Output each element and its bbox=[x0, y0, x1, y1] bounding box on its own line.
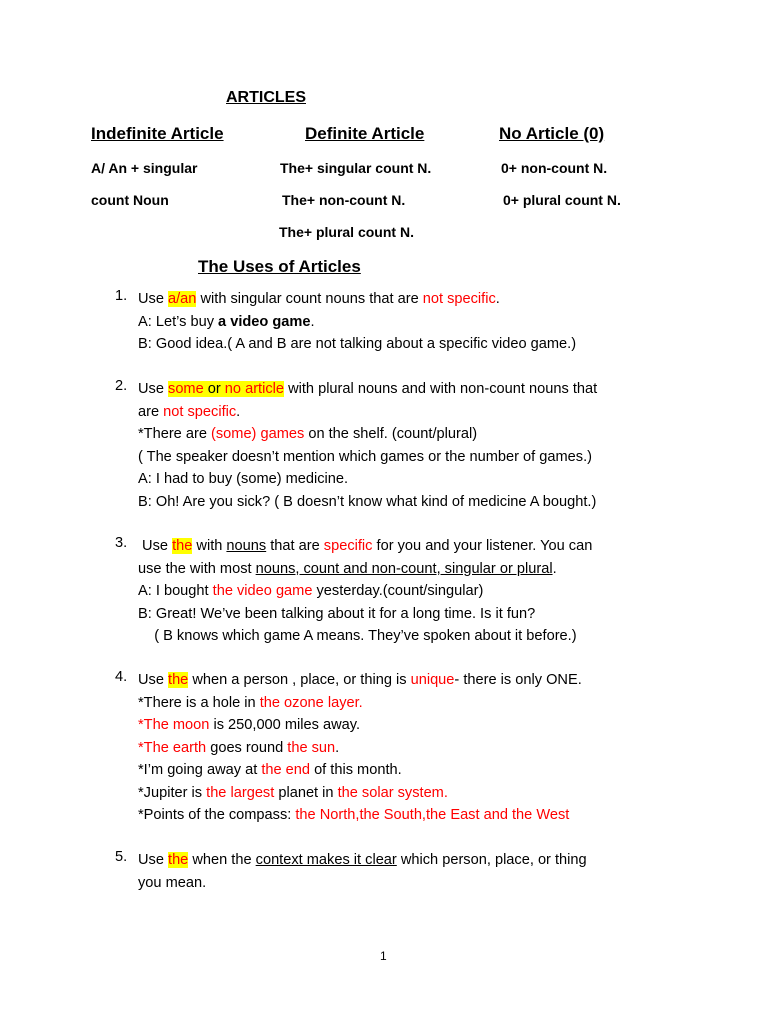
rule-line bbox=[138, 468, 348, 491]
rule-line bbox=[138, 535, 592, 558]
rule-number: 4. bbox=[115, 669, 128, 685]
rule-text-run: *Points of the compass: bbox=[138, 807, 296, 823]
rule-text-run: the North,the South,the East and the West bbox=[295, 807, 570, 823]
rule-line bbox=[138, 446, 592, 469]
rule-number: 3. bbox=[115, 535, 128, 551]
heading-no-article: No Article (0) bbox=[499, 124, 605, 143]
rule-text-run: the bbox=[168, 672, 189, 688]
rule-text-run: yesterday.(count/singular) bbox=[312, 583, 484, 599]
heading-indefinite-article: Indefinite Article bbox=[91, 124, 224, 143]
uses-heading: The Uses of Articles bbox=[198, 257, 361, 276]
rule-line bbox=[138, 782, 448, 805]
rule-text-run: which person, place, or thing bbox=[396, 852, 587, 868]
rule-line bbox=[138, 669, 582, 692]
rule-text-run: *I’m going away at bbox=[138, 762, 262, 778]
rule-text-run: nouns bbox=[226, 538, 267, 554]
rule-line bbox=[138, 849, 587, 872]
page-number: 1 bbox=[380, 949, 387, 963]
rule-text-run: A: Let’s buy bbox=[138, 313, 219, 330]
indefinite-row-1: A/ An + singular bbox=[91, 160, 198, 176]
rule-line bbox=[138, 737, 339, 760]
rule-text-run: the bbox=[168, 852, 189, 868]
rule-text-run: . bbox=[310, 313, 315, 330]
rule-text-run: A: I bought bbox=[138, 583, 213, 599]
rule-text-run: planet in bbox=[274, 784, 338, 801]
rule-text-run: when a person , place, or thing is bbox=[188, 672, 411, 688]
rule-text-run: context makes it clear bbox=[255, 852, 397, 868]
rule-text-run: . bbox=[552, 560, 557, 577]
rule-line bbox=[138, 625, 577, 648]
rule-text-run: not specific bbox=[422, 291, 496, 307]
rule-text-run: the bbox=[172, 538, 193, 554]
rule-text-run: a video game bbox=[218, 313, 311, 330]
rule-text-run: *The earth bbox=[138, 739, 207, 756]
rule-line bbox=[138, 714, 360, 737]
rule-text-run: the video game bbox=[212, 583, 313, 599]
rule-text-run: *The moon bbox=[138, 717, 210, 733]
rule-text-run: . bbox=[495, 291, 500, 307]
rule-text-run: . bbox=[335, 739, 340, 756]
rule-number: 2. bbox=[115, 378, 128, 394]
indefinite-row-2: count Noun bbox=[91, 192, 169, 208]
rule-text-run: *There are bbox=[138, 426, 212, 442]
rule-text-run: unique bbox=[410, 672, 455, 688]
rule-number: 5. bbox=[115, 849, 128, 865]
rule-text-run: is 250,000 miles away. bbox=[209, 717, 360, 733]
rule-text-run: with plural nouns and with non-count nouns that bbox=[284, 381, 598, 397]
rule-text-run: use the with most bbox=[138, 560, 256, 577]
rule-text-run: on the shelf. (count/plural) bbox=[304, 426, 478, 442]
rule-text-run: or bbox=[203, 381, 225, 397]
no-article-row-2: 0+ plural count N. bbox=[503, 192, 621, 208]
no-article-row-1: 0+ non-count N. bbox=[501, 160, 608, 176]
rule-line bbox=[138, 311, 315, 334]
rule-text-run: goes round bbox=[206, 739, 288, 756]
rule-text-run: for you and your listener. You can bbox=[372, 538, 593, 554]
rule-line bbox=[138, 872, 206, 895]
rule-number: 1. bbox=[115, 288, 128, 304]
rule-text-run: *Jupiter is bbox=[138, 784, 207, 801]
rule-text-run: - there is only ONE. bbox=[454, 672, 582, 688]
rule-line bbox=[138, 491, 596, 514]
rule-text-run: when the bbox=[188, 852, 256, 868]
rule-line bbox=[138, 558, 557, 581]
rule-line bbox=[138, 603, 535, 626]
rule-text-run: the largest bbox=[206, 784, 275, 801]
rule-text-run: nouns, count and non-count, singular or plural bbox=[255, 560, 553, 577]
rule-text-run: the end bbox=[261, 762, 311, 778]
rule-line bbox=[138, 580, 483, 603]
page-title: ARTICLES bbox=[226, 89, 306, 106]
rule-text-run: Use bbox=[138, 852, 169, 868]
rule-text-run: . bbox=[236, 403, 241, 420]
rule-line bbox=[138, 378, 597, 401]
rule-text-run: Use bbox=[138, 672, 169, 688]
definite-row-2: The+ non-count N. bbox=[282, 192, 406, 208]
rule-text-run: B: Oh! Are you sick? ( B doesn’t know what kind of medicine A bought.) bbox=[138, 493, 597, 510]
rule-text-run: Use bbox=[138, 538, 173, 554]
rule-text-run: you mean. bbox=[138, 874, 207, 891]
rule-line bbox=[138, 288, 500, 311]
rule-line bbox=[138, 423, 477, 446]
rule-text-run: the ozone layer. bbox=[259, 694, 363, 711]
rule-text-run: B: Good idea.( A and B are not talking about a specific video game.) bbox=[138, 336, 577, 352]
rule-text-run: are bbox=[138, 403, 164, 420]
rule-text-run: no article bbox=[224, 381, 285, 397]
rule-text-run: (some) games bbox=[211, 426, 305, 442]
rule-text-run: Use bbox=[138, 291, 169, 307]
definite-row-3: The+ plural count N. bbox=[279, 224, 414, 240]
rule-text-run: the sun bbox=[287, 739, 336, 756]
rule-text-run: ( The speaker doesn’t mention which games or the number of games.) bbox=[138, 448, 592, 465]
rule-line bbox=[138, 759, 402, 782]
rule-line bbox=[138, 333, 576, 356]
rule-text-run: some bbox=[168, 381, 204, 397]
rule-text-run: specific bbox=[323, 538, 373, 554]
heading-definite-article: Definite Article bbox=[305, 124, 425, 143]
rule-text-run: ( B knows which game A means. They’ve spoken about it before.) bbox=[138, 628, 577, 644]
rule-text-run: the solar system. bbox=[337, 784, 448, 801]
rule-text-run: a/an bbox=[168, 291, 197, 307]
rule-text-run: A: I had to buy (some) medicine. bbox=[138, 471, 349, 487]
rule-line bbox=[138, 401, 240, 424]
rule-text-run: not specific bbox=[163, 403, 237, 420]
rule-text-run: with bbox=[192, 538, 227, 554]
rule-text-run: B: Great! We’ve been talking about it for a long time. Is it fun? bbox=[138, 605, 536, 622]
rule-text-run: *There is a hole in bbox=[138, 694, 260, 711]
rule-text-run: that are bbox=[266, 538, 324, 554]
rule-text-run: with singular count nouns that are bbox=[196, 291, 423, 307]
rule-text-run: of this month. bbox=[310, 762, 402, 778]
rule-text-run: Use bbox=[138, 381, 169, 397]
definite-row-1: The+ singular count N. bbox=[280, 160, 432, 176]
rule-line bbox=[138, 804, 569, 827]
rule-line bbox=[138, 692, 363, 715]
